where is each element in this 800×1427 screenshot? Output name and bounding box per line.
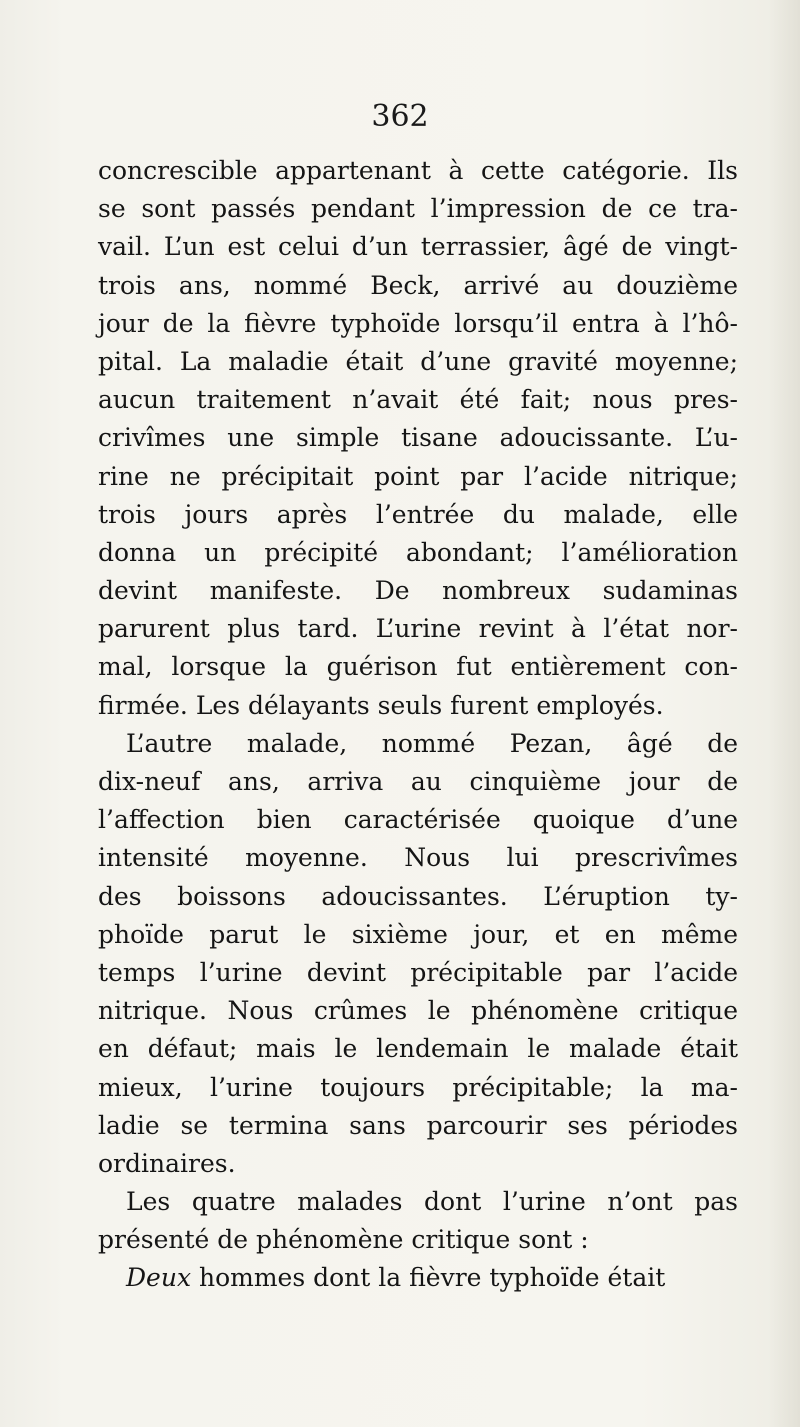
text-line: rine ne précipitait point par l’acide nitrique; (98, 461, 738, 491)
text-line: vail. L’un est celui d’un terrassier, âgé de vingt- (98, 232, 738, 262)
text-line: trois ans, nommé Beck, arrivé au douzième (98, 270, 738, 300)
text-line: firmée. Les délayants seuls furent employés. (98, 690, 664, 720)
text-line: devint manifeste. De nombreux sudaminas (98, 576, 738, 606)
text-line: parurent plus tard. L’urine revint à l’état nor- (98, 614, 738, 644)
text-line: mieux, l’urine toujours précipitable; la ma- (98, 1072, 738, 1102)
text-line (98, 1259, 738, 1297)
text-line: pital. La maladie était d’une gravité moyenne; (98, 346, 738, 376)
text-line: crivîmes une simple tisane adoucissante. L’u- (98, 423, 738, 453)
italic-word: Deux (126, 1263, 192, 1293)
text-line: aucun traitement n’avait été fait; nous pres- (98, 385, 738, 415)
text-line: dix-neuf ans, arriva au cinquième jour de (98, 767, 738, 796)
text-line: Les quatre malades dont l’urine n’ont pas (126, 1187, 738, 1217)
text-line: temps l’urine devint précipitable par l’acide (98, 957, 738, 987)
text-line: en défaut; mais le lendemain le malade était (98, 1034, 738, 1064)
text-line: jour de la fièvre typhoïde lorsqu’il entra à l’hô- (98, 308, 738, 338)
text-line: nitrique. Nous crûmes le phénomène critique (98, 996, 738, 1026)
body-text (98, 152, 738, 1298)
text-line: ordinaires. (98, 1148, 236, 1178)
text-line: L’autre malade, nommé Pezan, âgé de (126, 728, 738, 758)
text-line: mal, lorsque la guérison fut entièrement con- (98, 652, 738, 682)
text-line: présenté de phénomène critique sont : (98, 1225, 589, 1255)
text-line: concrescible appartenant à cette catégorie. Ils (98, 156, 738, 185)
text-line: intensité moyenne. Nous lui prescrivîmes (98, 843, 738, 873)
text-line: l’affection bien caractérisée quoique d’une (98, 805, 738, 835)
text-line: ladie se termina sans parcourir ses périodes (98, 1110, 738, 1140)
text-line: des boissons adoucissantes. L’éruption ty- (98, 881, 738, 911)
text-line: donna un précipité abondant; l’amélioration (98, 537, 738, 567)
line-remainder: hommes dont la fièvre typhoïde était (191, 1263, 666, 1293)
page-number: 362 (371, 99, 429, 134)
text-line: trois jours après l’entrée du malade, elle (98, 499, 738, 529)
text-line: phoïde parut le sixième jour, et en même (98, 919, 738, 949)
text-line: se sont passés pendant l’impression de ce tra- (98, 194, 738, 224)
